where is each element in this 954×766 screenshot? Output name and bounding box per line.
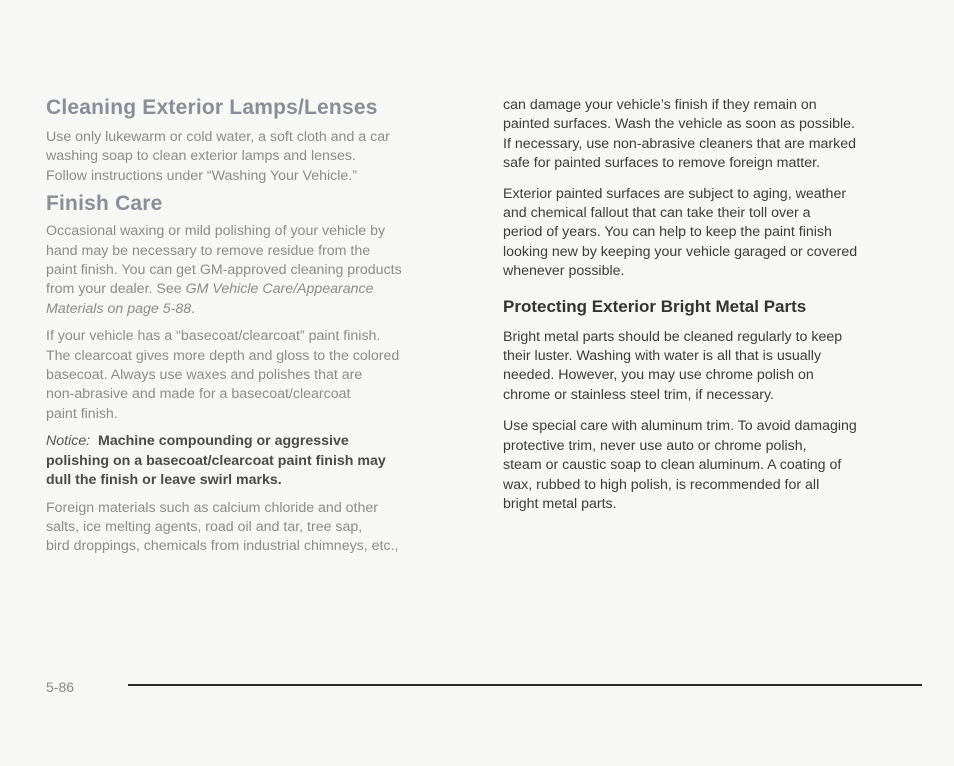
- text-line: and chemical fallout that can take their toll over a: [503, 205, 811, 222]
- notice-text: Machine compounding or aggressive: [98, 433, 349, 450]
- text-line: If your vehicle has a “basecoat/clearcoat” paint finish.: [46, 328, 381, 345]
- text-line: safe for painted surfaces to remove foreign matter.: [503, 155, 821, 172]
- reference-italic: Materials on page 5-88: [46, 300, 192, 317]
- text-line: looking new by keeping your vehicle garaged or covered: [503, 243, 858, 260]
- text-line: salts, ice melting agents, road oil and tar, tree sap,: [46, 518, 363, 535]
- page-number: 5-86: [46, 679, 75, 695]
- text-line: If necessary, use non-abrasive cleaners that are marked: [503, 135, 857, 152]
- heading-cleaning-exterior-lamps: Cleaning Exterior Lamps/Lenses: [46, 96, 378, 119]
- notice-block: [46, 432, 474, 490]
- text-line: Use special care with aluminum trim. To avoid damaging: [503, 418, 857, 435]
- heading-bright-metal-parts: Protecting Exterior Bright Metal Parts: [503, 296, 807, 316]
- text-line: wax, rubbed to high polish, is recommended for all: [503, 476, 820, 493]
- text-line: Follow instructions under “Washing Your Vehicle.”: [46, 167, 357, 184]
- text-line: chrome or stainless steel trim, if necessary.: [503, 386, 774, 403]
- paragraph-aluminum-trim: [503, 417, 923, 514]
- text-line: Exterior painted surfaces are subject to aging, weather: [503, 185, 847, 202]
- text-line: steam or caustic soap to clean aluminum. A coating of: [503, 457, 842, 474]
- text-line: bird droppings, chemicals from industrial chimneys, etc.,: [46, 538, 399, 555]
- text-line: their luster. Washing with water is all that is usually: [503, 348, 822, 365]
- text-line: paint finish.: [46, 405, 118, 422]
- text-line: Foreign materials such as calcium chloride and other: [46, 499, 378, 516]
- notice-text: polishing on a basecoat/clearcoat paint finish may: [46, 452, 386, 469]
- text-line: period of years. You can help to keep the paint finish: [503, 224, 832, 241]
- reference-italic: GM Vehicle Care/Appearance: [185, 281, 374, 298]
- text-line: Occasional waxing or mild polishing of your vehicle by: [46, 223, 386, 240]
- paragraph-lamps: [46, 128, 474, 186]
- text-line: can damage your vehicle’s finish if they remain on: [503, 97, 817, 113]
- right-column: [503, 96, 923, 514]
- text-line: washing soap to clean exterior lamps and lenses.: [46, 148, 356, 165]
- text-line: Bright metal parts should be cleaned regularly to keep: [503, 328, 843, 345]
- paragraph-exterior-painted: [503, 185, 923, 282]
- paragraph-bright-metal: [503, 328, 923, 406]
- text-line: protective trim, never use auto or chrome polish,: [503, 437, 807, 454]
- text-line: non-abrasive and made for a basecoat/clearcoat: [46, 386, 351, 403]
- paragraph-continued: [503, 96, 923, 174]
- left-column: [46, 96, 474, 557]
- text-line: bright metal parts.: [503, 495, 617, 512]
- notice-label: Notice:: [46, 433, 91, 450]
- text-line: whenever possible.: [503, 263, 625, 280]
- text-line: hand may be necessary to remove residue from the: [46, 242, 371, 259]
- footer-divider: [128, 684, 922, 686]
- paragraph-finish-care-2: [46, 327, 474, 424]
- text-line: The clearcoat gives more depth and gloss to the colored: [46, 347, 400, 364]
- text-line: from your dealer. See: [46, 281, 186, 298]
- notice-text: dull the finish or leave swirl marks.: [46, 472, 282, 489]
- text-line: needed. However, you may use chrome polish on: [503, 367, 814, 384]
- text-line: Use only lukewarm or cold water, a soft cloth and a car: [46, 129, 390, 145]
- text-line: paint finish. You can get GM-approved cleaning products: [46, 262, 402, 279]
- paragraph-finish-care-3: [46, 499, 474, 557]
- text-line: basecoat. Always use waxes and polishes that are: [46, 367, 363, 384]
- text-line: painted surfaces. Wash the vehicle as soon as possible.: [503, 116, 855, 133]
- text-line: .: [191, 300, 196, 317]
- heading-finish-care: Finish Care: [46, 192, 163, 216]
- paragraph-finish-care-1: [46, 222, 474, 319]
